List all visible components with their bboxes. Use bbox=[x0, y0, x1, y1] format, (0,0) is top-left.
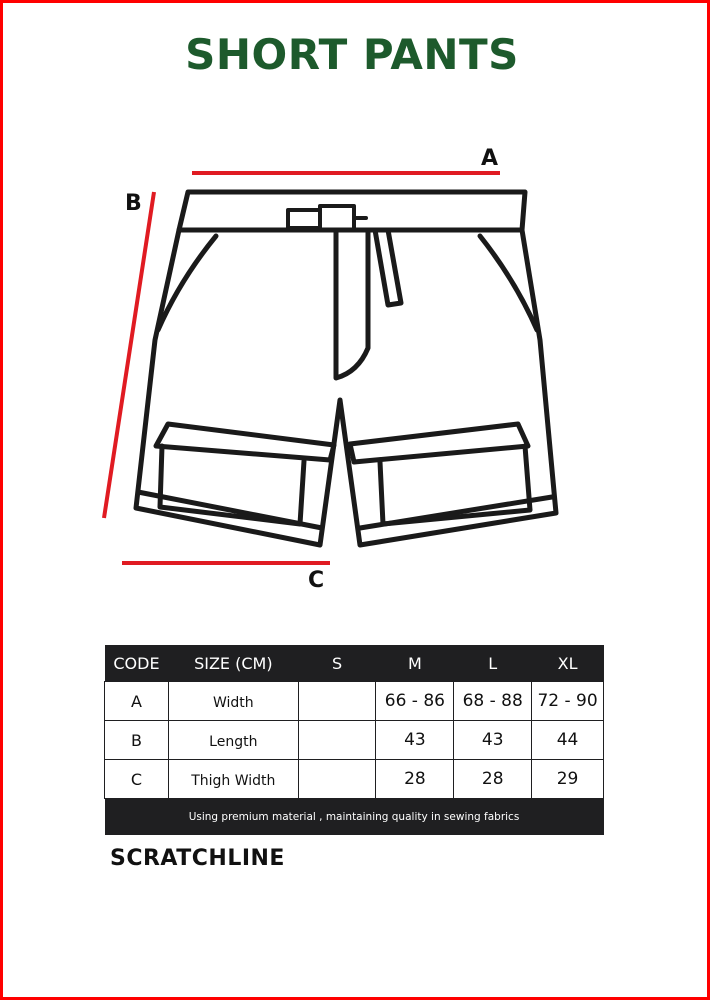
cell-xl: 44 bbox=[532, 721, 604, 760]
table-footer-row bbox=[105, 799, 604, 836]
measure-line-b bbox=[104, 192, 154, 518]
cell-s bbox=[298, 760, 376, 799]
row-code: B bbox=[105, 721, 169, 760]
brand-logo: SCRATCHLINE bbox=[110, 846, 285, 871]
cell-xl: 72 - 90 bbox=[532, 682, 604, 721]
row-code: C bbox=[105, 760, 169, 799]
cell-s bbox=[298, 682, 376, 721]
table-row bbox=[105, 760, 604, 799]
table-row bbox=[105, 721, 604, 760]
dim-label-c: C bbox=[308, 568, 325, 593]
header-size: SIZE (CM) bbox=[168, 645, 298, 682]
cell-m: 43 bbox=[376, 721, 454, 760]
row-label: Width bbox=[168, 682, 298, 721]
cell-m: 28 bbox=[376, 760, 454, 799]
table-footer: Using premium material , maintaining quality in sewing fabrics bbox=[105, 799, 604, 836]
row-label: Thigh Width bbox=[168, 760, 298, 799]
cell-l: 68 - 88 bbox=[454, 682, 532, 721]
size-table bbox=[104, 645, 604, 835]
header-l: L bbox=[454, 645, 532, 682]
dim-label-a: A bbox=[481, 146, 499, 171]
dim-label-b: B bbox=[125, 191, 142, 216]
row-label: Length bbox=[168, 721, 298, 760]
header-code: CODE bbox=[105, 645, 169, 682]
shorts-outline bbox=[136, 192, 556, 545]
header-m: M bbox=[376, 645, 454, 682]
cell-s bbox=[298, 721, 376, 760]
cell-m: 66 - 86 bbox=[376, 682, 454, 721]
cell-l: 28 bbox=[454, 760, 532, 799]
table-row bbox=[105, 682, 604, 721]
header-xl: XL bbox=[532, 645, 604, 682]
size-table-header bbox=[105, 645, 604, 682]
row-code: A bbox=[105, 682, 169, 721]
page-title: SHORT PANTS bbox=[185, 30, 519, 79]
cell-xl: 29 bbox=[532, 760, 604, 799]
cell-l: 43 bbox=[454, 721, 532, 760]
header-s: S bbox=[298, 645, 376, 682]
